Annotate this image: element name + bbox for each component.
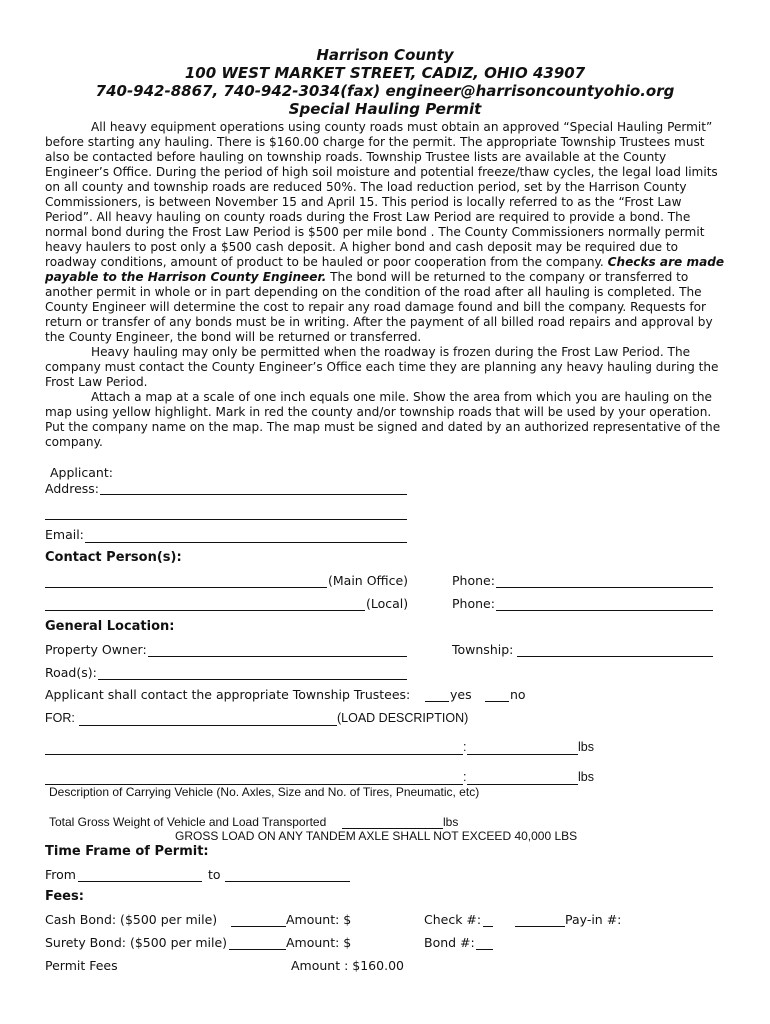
paragraph-text: The bond will be returned to the company or transferred to another permit in whole or in part depending on the condition of the road after all hauling is completed. The County Engineer will determine the cost to repair any road damage found and bill the company. Requests for return or transfer of any bonds must be in writing. After the payment of all billed road repairs and approval by the County Engineer, the bond will be returned or transferred. [45, 270, 713, 344]
to-date-input[interactable] [225, 867, 350, 882]
no-label: no [510, 687, 526, 702]
township-label: Township: [452, 642, 514, 657]
fees-heading: Fees: [45, 889, 84, 904]
time-frame-heading: Time Frame of Permit: [45, 844, 209, 859]
load-item-1-input[interactable] [45, 741, 463, 755]
vehicle-description-label: Description of Carrying Vehicle (No. Axles, Size and No. of Tires, Pneumatic, etc) [49, 785, 480, 799]
check-number-input[interactable] [483, 913, 493, 927]
paragraph-map: Attach a map at a scale of one inch equals one mile. Show the area from which you are hauling on the map using yellow highlight. Mark in red the county and/or township roads that will be used by your operation. Put the company name on the map. The map must be signed and dated by an authorized representative of the company. [45, 390, 721, 449]
pay-in-label: Pay-in #: [565, 912, 622, 927]
local-label: (Local) [366, 596, 409, 611]
permit-fees-amount: Amount : $160.00 [291, 958, 404, 973]
address-input-line2[interactable] [45, 505, 407, 520]
property-owner-input[interactable] [148, 642, 407, 657]
property-owner-label: Property Owner: [45, 642, 147, 657]
permit-document [45, 46, 725, 450]
cash-bond-amount-label: Amount: $ [286, 912, 352, 927]
county-name: Harrison County [316, 46, 454, 64]
from-date-input[interactable] [78, 867, 202, 882]
township-input[interactable] [517, 642, 713, 657]
local-phone-label: Phone: [452, 596, 495, 611]
load-item-2-weight-input[interactable] [467, 771, 578, 785]
paragraph-bond [45, 120, 725, 345]
gross-weight-label: Total Gross Weight of Vehicle and Load Transported [49, 815, 327, 829]
to-label: to [208, 867, 221, 882]
email-input[interactable] [85, 528, 407, 543]
general-location-heading: General Location: [45, 619, 175, 634]
address-input[interactable] [100, 480, 407, 495]
main-office-label: (Main Office) [328, 573, 409, 588]
pay-in-number-input[interactable] [515, 913, 565, 927]
load-description-input[interactable] [79, 712, 337, 726]
lbs-label: lbs [578, 770, 594, 784]
surety-bond-amount-label: Amount: $ [286, 935, 352, 950]
check-number-label: Check #: [424, 912, 482, 927]
colon: : [463, 740, 467, 754]
contact-heading: Contact Person(s): [45, 550, 182, 565]
permit-fees-label: Permit Fees [45, 958, 118, 973]
county-address: 100 WEST MARKET STREET, CADIZ, OHIO 43907 [184, 64, 586, 82]
no-blank[interactable] [485, 688, 509, 702]
load-item-2-input[interactable] [45, 771, 463, 785]
main-office-phone-input[interactable] [496, 573, 713, 588]
yes-blank[interactable] [425, 688, 449, 702]
cash-bond-miles-input[interactable] [231, 912, 286, 927]
surety-bond-miles-input[interactable] [229, 935, 286, 950]
gross-load-note: GROSS LOAD ON ANY TANDEM AXLE SHALL NOT EXCEED 40,000 LBS [175, 829, 578, 843]
yes-label: yes [450, 687, 472, 702]
cash-bond-label: Cash Bond: ($500 per mile) [45, 912, 218, 927]
roads-input[interactable] [98, 665, 407, 680]
load-description-label: (LOAD DESCRIPTION) [337, 711, 469, 725]
bond-number-label: Bond #: [424, 935, 475, 950]
applicant-label: Applicant: [50, 465, 113, 480]
for-label: FOR: [45, 711, 75, 725]
contact-line: 740-942-8867, 740-942-3034(fax) engineer@harrisoncountyohio.org [95, 82, 675, 100]
document-title: Special Hauling Permit [288, 100, 482, 118]
from-label: From [45, 867, 76, 882]
address-label: Address: [45, 481, 99, 496]
lbs-label: lbs [578, 740, 594, 754]
surety-bond-label: Surety Bond: ($500 per mile) [45, 935, 228, 950]
paragraph-text: All heavy equipment operations using county roads must obtain an approved “Special Hauling Permit” before starting any hauling. There is $160.00 charge for the permit. The appropriate Township Trustees must also be contacted before hauling on township roads. Township Trustee lists are available at the County Engineer’s Office. During the period of high soil moisture and potential freeze/thaw cycles, the legal load limits on all county and township roads are reduced 50%. The load reduction period, set by the Harrison County Commissioners, is between November 15 and April 15. This period is locally referred to as the “Frost Law Period”. All heavy hauling on county roads during the Frost Law Period are required to provide a bond. The normal bond during the Frost Law Period is $500 per mile bond . The County Commissioners normally permit heavy haulers to post only a $500 cash deposit. A higher bond and cash deposit may be required due to roadway conditions, amount of product to be hauled or poor cooperation from the company. [45, 120, 718, 269]
bond-number-input[interactable] [476, 936, 493, 950]
instructions [45, 120, 725, 450]
local-phone-input[interactable] [496, 596, 713, 611]
email-label: Email: [45, 527, 84, 542]
roads-label: Road(s): [45, 665, 97, 680]
paragraph-frozen: Heavy hauling may only be permitted when the roadway is frozen during the Frost Law Period. The company must contact the County Engineer’s Office each time they are planning any heavy hauling during the Frost Law Period. [45, 345, 719, 389]
main-office-phone-label: Phone: [452, 573, 495, 588]
payable-notice: Checks are made payable to the Harrison County Engineer. [45, 255, 725, 284]
gross-weight-input[interactable] [342, 815, 443, 829]
colon: : [463, 770, 467, 784]
load-item-1-weight-input[interactable] [467, 741, 578, 755]
local-contact-input[interactable] [45, 596, 365, 611]
trustees-label: Applicant shall contact the appropriate Township Trustees: [45, 687, 411, 702]
main-office-contact-input[interactable] [45, 573, 327, 588]
lbs-label: lbs [443, 815, 459, 829]
